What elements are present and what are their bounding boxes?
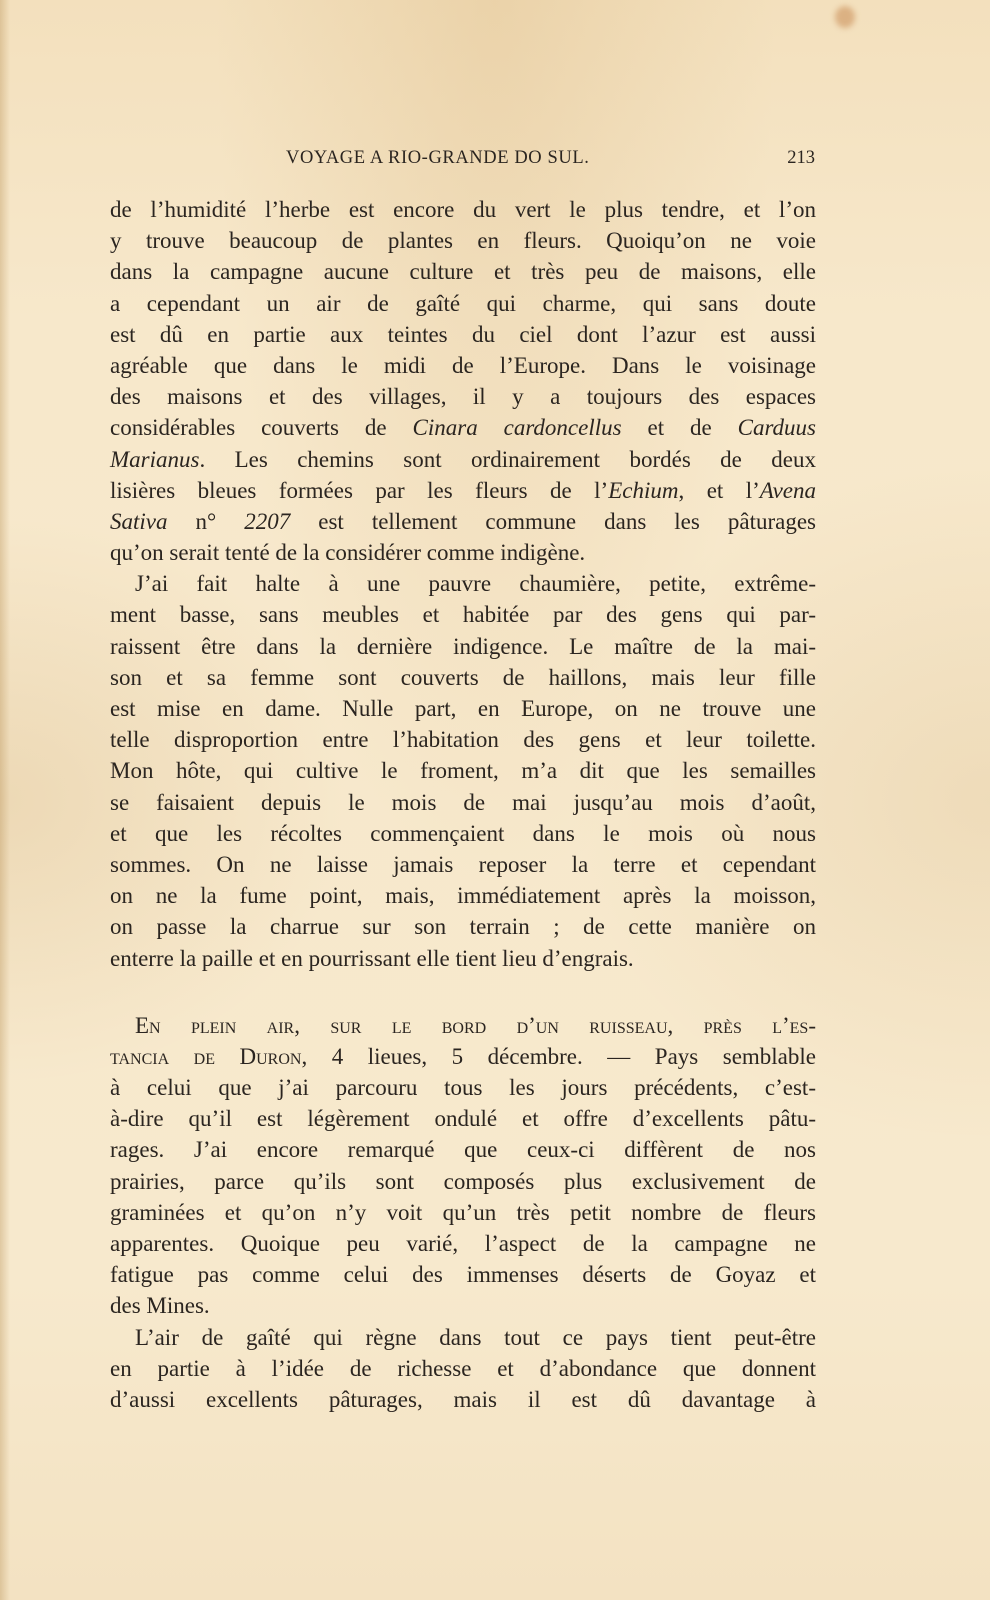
- text-line: est mise en dame. Nulle part, en Europe, on ne trouve une: [110, 696, 816, 721]
- text-line: on ne la fume point, mais, immédiatement après la moisson,: [110, 883, 816, 909]
- entry-heading: En plein air, sur le bord d’un ruisseau, près l’es-: [135, 1012, 816, 1038]
- italic-term: Echium: [608, 477, 679, 503]
- text-line: ment basse, sans meubles et habitée par des gens qui par-: [110, 602, 816, 628]
- text-line: Mon hôte, qui cultive le froment, m’a dit que les semailles: [110, 758, 816, 784]
- text-line: des maisons et des villages, il y a toujours des espaces: [110, 384, 816, 410]
- text-run: est tellement commune dans les pâturages: [290, 508, 816, 534]
- text-line: graminées et qu’on n’y voit qu’un très petit nombre de fleurs: [110, 1199, 816, 1225]
- text-line: en partie à l’idée de richesse et d’abondance que donnent: [110, 1355, 816, 1381]
- page-number: 213: [787, 148, 815, 168]
- text-line: se faisaient depuis le mois de mai jusqu’au mois d’août,: [110, 789, 816, 815]
- text-line: rages. J’ai encore remarqué que ceux-ci diffèrent de nos: [110, 1137, 816, 1163]
- running-title: VOYAGE A RIO-GRANDE DO SUL.: [286, 148, 590, 168]
- text-line: [110, 444, 816, 475]
- page-edge-shadow: [0, 0, 10, 1600]
- text-line: est dû en partie aux teintes du ciel dont l’azur est aussi: [110, 321, 816, 347]
- text-line: son et sa femme sont couverts de haillons, mais leur fille: [110, 664, 816, 690]
- italic-term: Avena: [759, 477, 816, 503]
- text-run: lisières bleues formées par les fleurs de l’: [110, 477, 609, 503]
- text-line: telle disproportion entre l’habitation des gens et leur toilette.: [110, 727, 816, 753]
- text-line: L’air de gaîté qui règne dans tout ce pays tient peut-être: [135, 1324, 816, 1350]
- text-run: considérables couverts de: [110, 415, 413, 441]
- text-line: [110, 1041, 816, 1072]
- text-run: n°: [167, 508, 245, 534]
- italic-term: Carduus: [737, 415, 816, 441]
- running-head: [110, 148, 815, 172]
- body-text: [110, 194, 816, 1415]
- specimen-number: 2207: [244, 508, 291, 534]
- text-run: 4 lieues, 5 décembre. — Pays semblable: [307, 1043, 816, 1069]
- text-line: de l’humidité l’herbe est encore du vert le plus tendre, et l’on: [110, 197, 816, 222]
- text-line: à celui que j’ai parcouru tous les jours précédents, c’est-: [110, 1075, 816, 1101]
- text-line: sommes. On ne laisse jamais reposer la terre et cependant: [110, 851, 816, 877]
- text-line: raissent être dans la dernière indigence. Le maître de la mai-: [110, 633, 816, 659]
- paragraph: [110, 568, 816, 973]
- text-line: d’aussi excellents pâturages, mais il est dû davantage à: [110, 1386, 816, 1412]
- paragraph: [110, 1010, 816, 1322]
- text-line: à-dire qu’il est légèrement ondulé et offre d’excellents pâtu-: [110, 1106, 816, 1132]
- text-line: prairies, parce qu’ils sont composés plus exclusivement de: [110, 1168, 816, 1194]
- section-gap: [110, 974, 816, 1010]
- text-line: fatigue pas comme celui des immenses déserts de Goyaz et: [110, 1262, 816, 1288]
- text-line: y trouve beaucoup de plantes en fleurs. Quoiqu’on ne voie: [110, 228, 816, 254]
- text-run: . Les chemins sont ordinairement bordés de deux: [199, 446, 816, 472]
- paper-stain: [835, 6, 855, 28]
- text-line: agréable que dans le midi de l’Europe. Dans le voisinage: [110, 352, 816, 378]
- text-line: dans la campagne aucune culture et très peu de maisons, elle: [110, 259, 816, 285]
- paragraph: [110, 1322, 816, 1416]
- text-line: J’ai fait halte à une pauvre chaumière, petite, extrême-: [135, 571, 816, 597]
- text-line: apparentes. Quoique peu varié, l’aspect de la campagne ne: [110, 1231, 816, 1256]
- text-line: et que les récoltes commençaient dans le mois où nous: [110, 820, 816, 846]
- paragraph: [110, 194, 816, 568]
- italic-term: Sativa: [110, 508, 168, 534]
- text-line: enterre la paille et en pourrissant elle tient lieu d’engrais.: [110, 945, 634, 971]
- text-line: [110, 475, 816, 506]
- entry-heading-cont: tancia de Duron,: [110, 1043, 308, 1069]
- text-line: [110, 506, 816, 537]
- text-line: des Mines.: [110, 1293, 210, 1319]
- text-run: et de: [621, 415, 738, 441]
- text-line: qu’on serait tenté de la considérer comme indigène.: [110, 540, 586, 566]
- italic-term: Cinara cardoncellus: [412, 415, 622, 441]
- text-line: a cependant un air de gaîté qui charme, qui sans doute: [110, 290, 816, 316]
- italic-term: Marianus: [110, 446, 200, 472]
- text-run: , et l’: [678, 477, 760, 503]
- text-line: [110, 412, 816, 443]
- text-line: on passe la charrue sur son terrain ; de cette manière on: [110, 914, 816, 940]
